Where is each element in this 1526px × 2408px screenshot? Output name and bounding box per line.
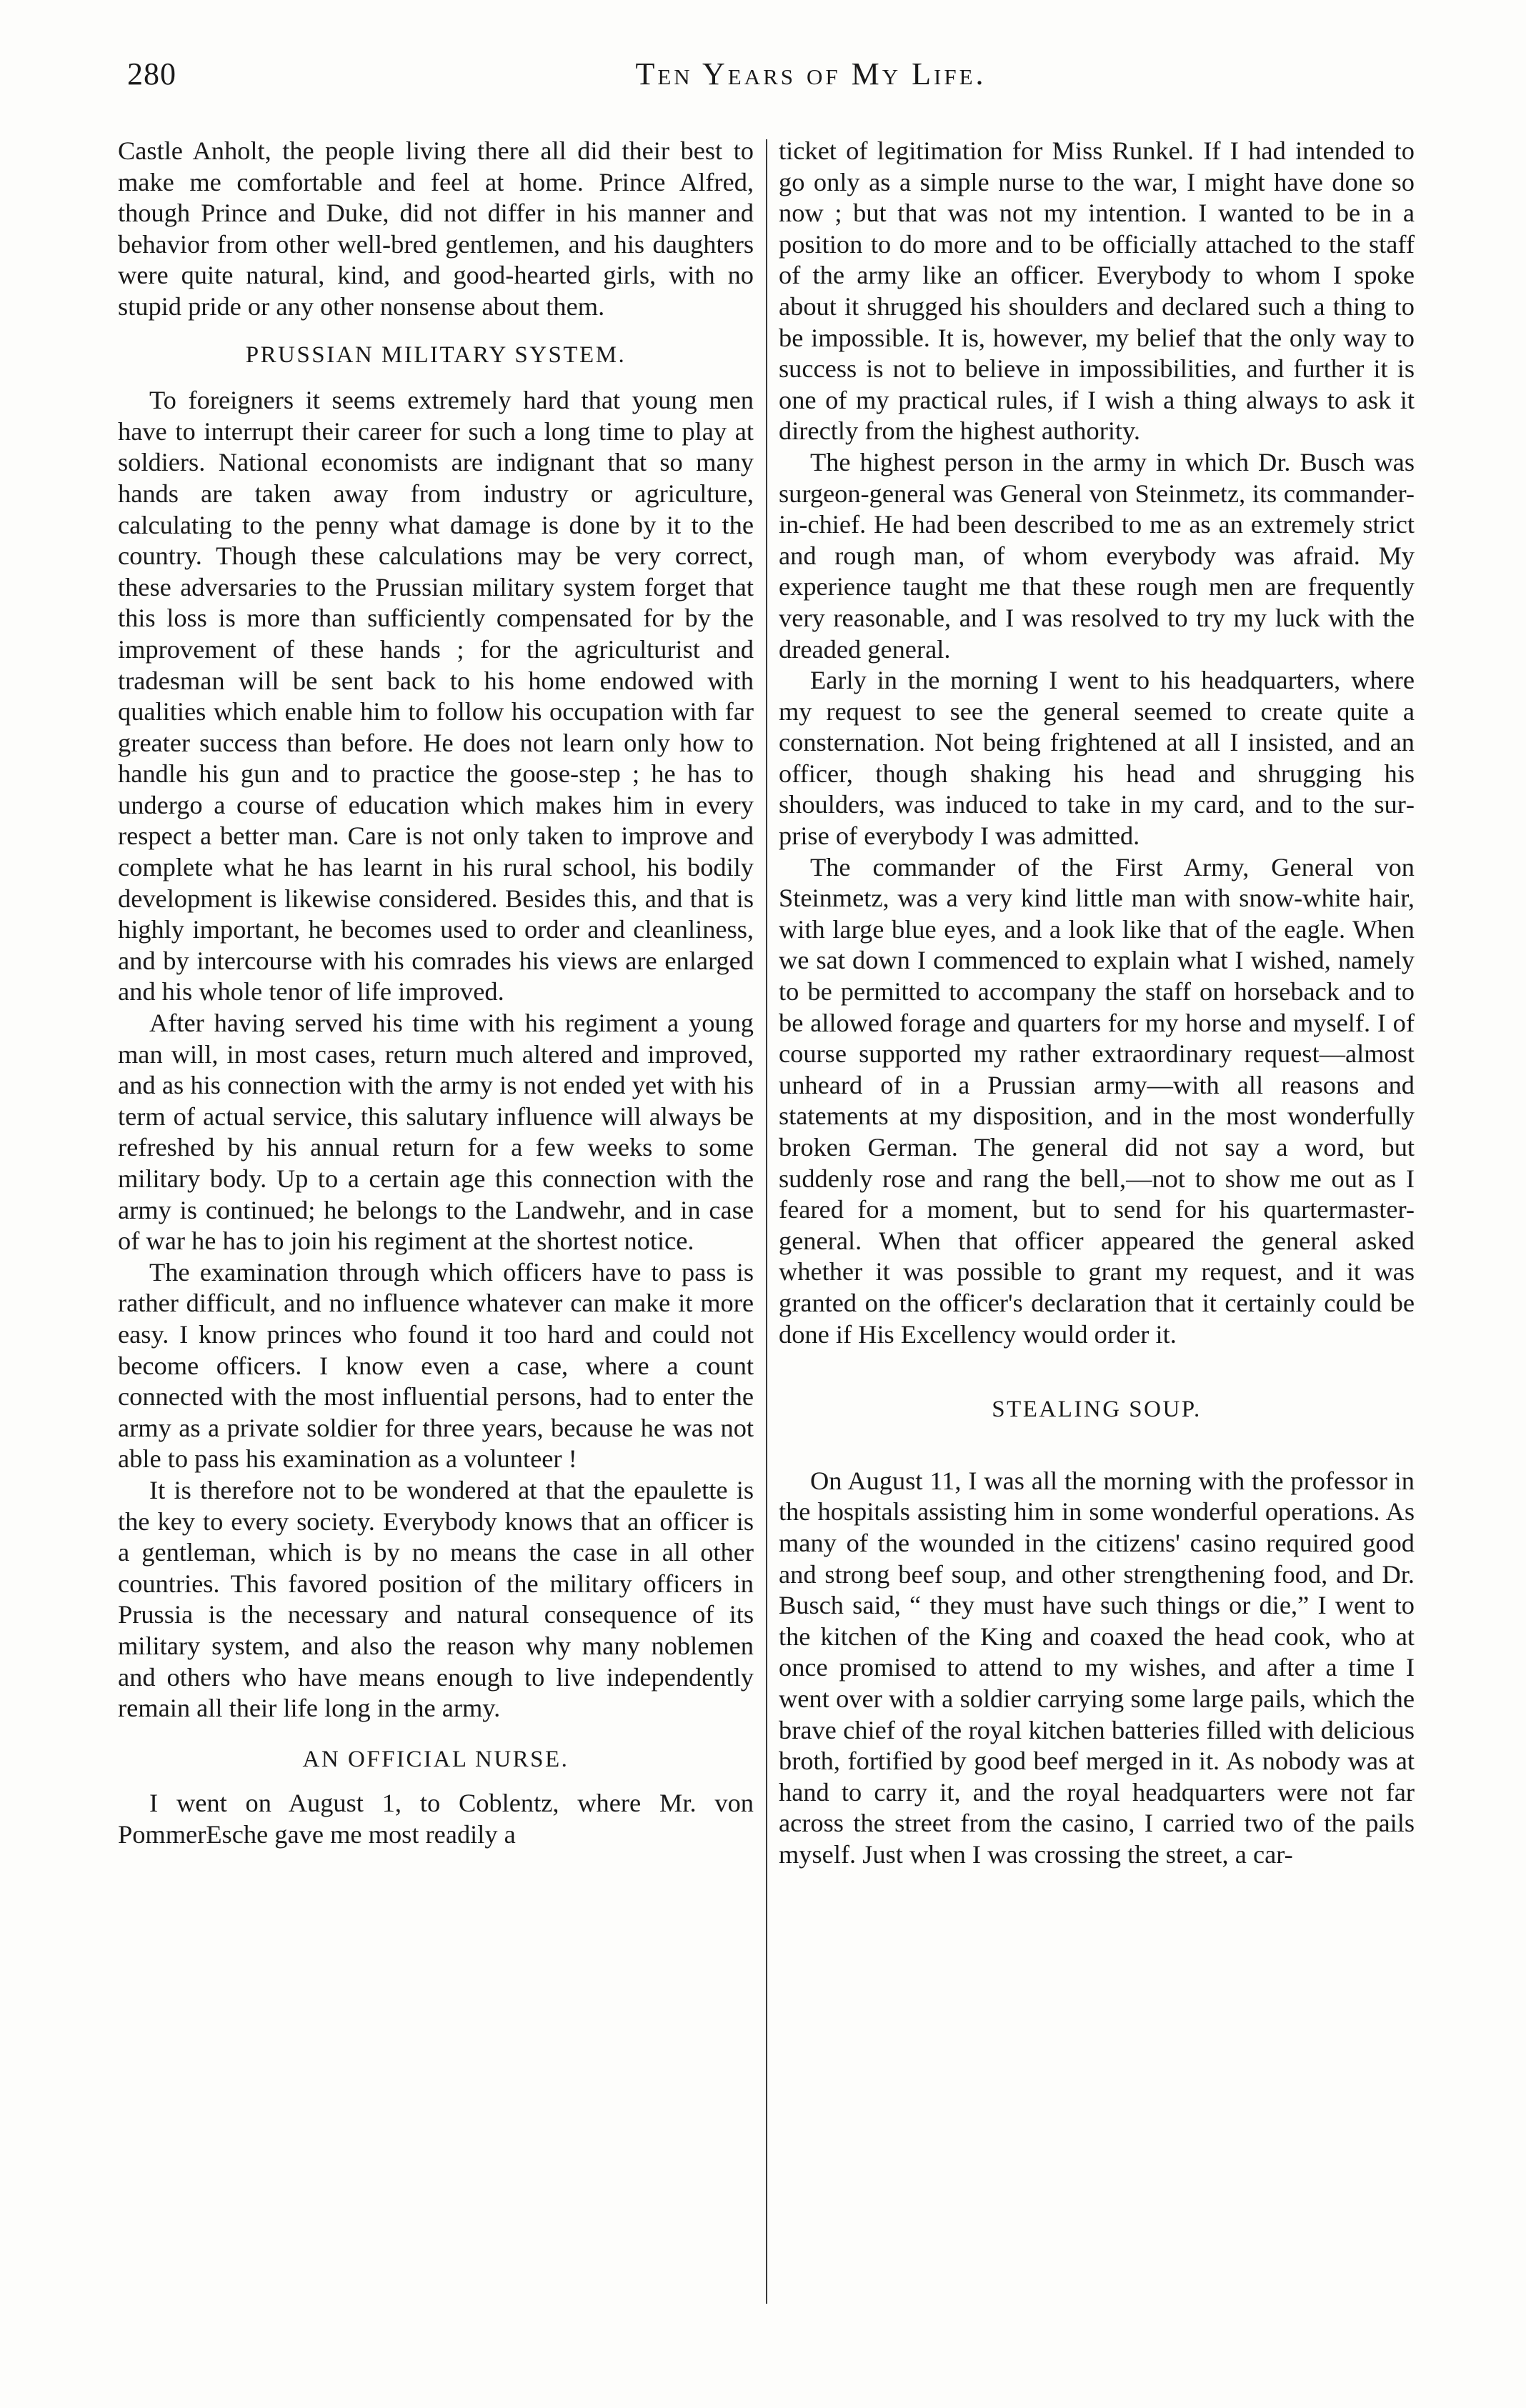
paragraph: Early in the morning I went to his headquarters, where my request to see the general seemed to create quite a consternation. Not being frightened at all I insisted, and an officer, though shaking his head and shrugging his shoulders, was induced to take in my card, and to the surprise of everybody I was admitted. (779, 666, 1415, 851)
right-column (779, 136, 1415, 1870)
paragraph: To foreigners it seems extremely hard that young men have to interrupt their career for such a long time to play at soldiers. National economists are indignant that so many hands are taken away from industry or agriculture, calculating to the penny what damage is done by it to the country. Though these calculations may be very correct, these adversaries to the Prussian military system forget that this loss is more than sufficiently compensated for by the improvement of these hands ; for the agriculturist and tradesman will be sent back to his home endowed with qualities which enable him to follow his occupation with far greater success than before. He does not learn only how to handle his gun and to practice the goose-step ; he has to undergo a course of education which makes him in every respect a better man. Care is not only taken to improve and complete what he has learnt in his rural school, his bodily development is likewise considered. Besides this, and that is highly important, he becomes used to order and cleanliness, and by intercourse with his comrades his views are enlarged and his whole tenor of life improved. (118, 386, 754, 1006)
section-heading: PRUSSIAN MILITARY SYSTEM. (245, 341, 627, 368)
paragraph: After having served his time with his regiment a young man will, in most cases, return much altered and improved, and as his connection with the army is not ended yet with his term of actual service, this salutary influence will always be refreshed by his annual return for a few weeks to some military body. Up to a certain age this connection with the army is continued; he belongs to the Landwehr, and in case of war he has to join his regiment at the shortest notice. (118, 1009, 754, 1256)
paragraph: On August 11, I was all the morning with the professor in the hospitals assisting him in some wonderful operations. As many of the wounded in the citizens' casino required good and strong beef soup, and other strengthening food, and Dr. Busch said, “ they must have such things or die,” I went to the kitchen of the King and coaxed the head cook, who at once promised to attend to my wishes, and after a time I went over with a soldier carrying some large pails, which the brave chief of the royal kitchen batteries filled with delicious broth, fortified by good beef merged in it. As nobody was at hand to carry it, and the royal headquarters were not far across the street from the casino, I carried two of the pails myself. Just when I was crossing the street, a car- (779, 1466, 1415, 1869)
page-number: 280 (127, 56, 176, 91)
paragraph: Castle Anholt, the people living there all did their best to make me comfortable and feel at home. Prince Alfred, though Prince and Duke, did not differ in his manner and behavior from other well-bred gentlemen, and his daughters were quite natural, kind, and good-hearted girls, with no stupid pride or any other nonsense about them. (118, 136, 754, 321)
paragraph: It is therefore not to be wondered at that the epaulette is the key to every society. Everybody knows that an officer is a gentleman, which is by no means the case in all other countries. This favored position of the military officers in Prussia is the necessary and natural consequence of its military system, and also the reason why many noblemen and others who have means enough to live independently remain all their life long in the army. (118, 1475, 754, 1723)
paragraph: The examination through which officers have to pass is rather difficult, and no influence whatever can make it more easy. I know princes who found it too hard and could not become officers. I know even a case, where a count connected with the most influential persons, had to enter the army as a private soldier for three years, because he was not able to pass his examination as a volunteer ! (118, 1257, 754, 1474)
section-heading: STEALING SOUP. (992, 1397, 1202, 1423)
running-header (114, 50, 1422, 107)
section-heading: AN OFFICIAL NURSE. (302, 1746, 569, 1772)
paragraph: ticket of legitimation for Miss Runkel. If I had intended to go only as a simple nurse to the war, I might have done so now ; but that was not my intention. I wanted to be in a position to do more and to be officially attached to the staff of the army like an officer. Everybody to whom I spoke about it shrugged his shoulders and declared such a thing to be impossible. It is, however, my belief that the only way to success is not to believe in impossibilities, and further it is one of my practical rules, if I wish a thing always to ask it directly from the highest authority. (779, 136, 1415, 446)
paragraph: I went on August 1, to Coblentz, where Mr. von PommerEsche gave me most readily a (118, 1789, 754, 1849)
paragraph: The highest person in the army in which Dr. Busch was surgeon-general was General von Steinmetz, its commander-in-chief. He had been described to me as an extremely strict and rough man, of whom everybody was afraid. My experience taught me that these rough men are frequently very reasonable, and I was resolved to try my luck with the dreaded general. (779, 447, 1415, 664)
column-divider (766, 139, 767, 2304)
left-column (118, 136, 754, 1850)
running-title: Ten Years of My Life. (635, 56, 987, 91)
paragraph: The commander of the First Army, General von Steinmetz, was a very kind little man with snow-white hair, with large blue eyes, and a look like that of the eagle. When we sat down I commenced to explain what I wished, namely to be permitted to accompany the staff on horseback and to be allowed forage and quarters for my horse and myself. I of course supported my rather extraordinary request—almost unheard of in a Prussian army—with all reasons and statements at my disposition, and in the most wonderfully broken German. The general did not say a word, but suddenly rose and rang the bell,—not to show me out as I feared for a moment, but to send for his quartermaster-general. When that officer appeared the general asked whether it was possible to grant my request, and it was granted on the officer's declaration that it certainly could be done if His Excellency would order it. (779, 852, 1415, 1349)
